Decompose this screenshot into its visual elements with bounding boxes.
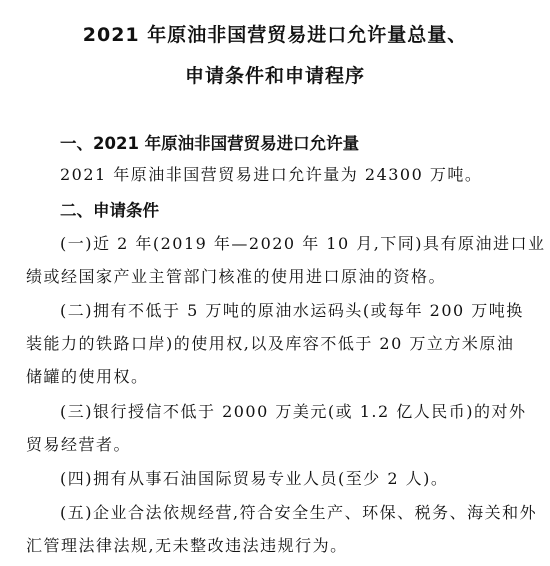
condition-5-line-2: 汇管理法律法规,无未整改违法违规行为。	[26, 536, 348, 555]
condition-3-line-1: (三)银行授信不低于 2000 万美元(或 1.2 亿人民币)的对外	[60, 402, 527, 421]
condition-2-line-1: (二)拥有不低于 5 万吨的原油水运码头(或每年 200 万吨换	[60, 301, 524, 320]
section-1-heading: 一、2021 年原油非国营贸易进口允许量	[60, 134, 360, 153]
condition-3-line-2: 贸易经营者。	[26, 435, 132, 454]
condition-2-line-3: 储罐的使用权。	[26, 367, 149, 386]
condition-2-line-2: 装能力的铁路口岸)的使用权,以及库容不低于 20 万立方米原油	[26, 334, 515, 353]
condition-4-line-1: (四)拥有从事石油国际贸易专业人员(至少 2 人)。	[60, 469, 449, 488]
document-title-line-2: 申请条件和申请程序	[184, 65, 365, 87]
section-1-text: 2021 年原油非国营贸易进口允许量为 24300 万吨。	[60, 165, 483, 184]
section-2-heading: 二、申请条件	[60, 201, 159, 220]
condition-5-line-1: (五)企业合法依规经营,符合安全生产、环保、税务、海关和外	[60, 503, 538, 522]
condition-1-line-1: (一)近 2 年(2019 年—2020 年 10 月,下同)具有原油进口业	[60, 234, 546, 253]
condition-1-line-2: 绩或经国家产业主管部门核准的使用进口原油的资格。	[26, 267, 447, 286]
document-title-line-1: 2021 年原油非国营贸易进口允许量总量、	[82, 24, 468, 46]
